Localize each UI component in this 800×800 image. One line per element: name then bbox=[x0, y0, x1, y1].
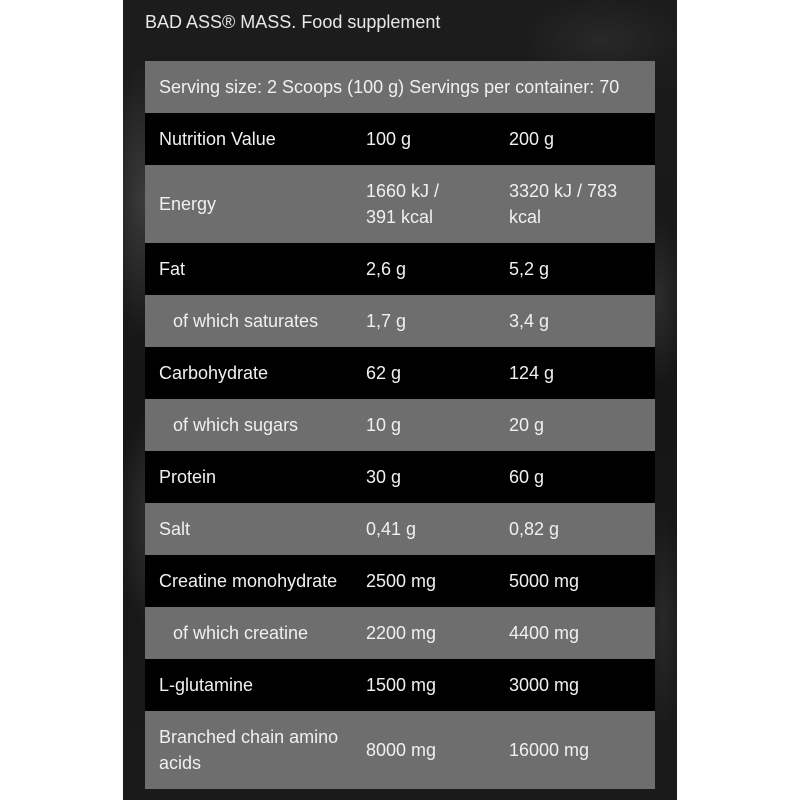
row-label: Fat bbox=[159, 259, 186, 279]
table-row bbox=[145, 451, 655, 503]
value-100g: 10 g bbox=[366, 415, 402, 435]
value-100g: 1500 mg bbox=[366, 675, 437, 695]
value-200g: 124 g bbox=[509, 363, 555, 383]
value-200g: 3,4 g bbox=[509, 311, 550, 331]
value-200g: 20 g bbox=[509, 415, 545, 435]
table-row bbox=[145, 295, 655, 347]
value-100g: 0,41 g bbox=[366, 519, 417, 539]
row-label: L-glutamine bbox=[159, 675, 254, 695]
row-label: Protein bbox=[159, 467, 217, 487]
table-row bbox=[145, 659, 655, 711]
value-200g: 5,2 g bbox=[509, 259, 550, 279]
row-label: of which saturates bbox=[173, 311, 319, 331]
table-row bbox=[145, 555, 655, 607]
table-row bbox=[145, 399, 655, 451]
value-100g: 100 g bbox=[366, 129, 412, 149]
product-title: BAD ASS® MASS. Food supplement bbox=[145, 12, 441, 32]
value-200g: 200 g bbox=[509, 129, 555, 149]
row-label: Salt bbox=[159, 519, 191, 539]
value-100g: 2500 mg bbox=[366, 571, 437, 591]
row-label: Energy bbox=[159, 194, 217, 214]
value-200g: 4400 mg bbox=[509, 623, 580, 643]
row-label: of which sugars bbox=[173, 415, 299, 435]
row-label: Branched chain amino acids bbox=[159, 727, 339, 773]
value-200g: 3320 kJ / 783 kcal bbox=[509, 181, 618, 227]
value-100g: 1,7 g bbox=[366, 311, 407, 331]
row-label: of which creatine bbox=[173, 623, 309, 643]
table-row bbox=[145, 503, 655, 555]
value-200g: 60 g bbox=[509, 467, 545, 487]
nutrition-table bbox=[145, 61, 655, 789]
serving-info: Serving size: 2 Scoops (100 g) Servings per container: 70 bbox=[145, 61, 655, 113]
value-200g: 0,82 g bbox=[509, 519, 560, 539]
row-label: Nutrition Value bbox=[159, 129, 276, 149]
product-panel bbox=[123, 0, 677, 800]
value-200g: 5000 mg bbox=[509, 571, 580, 591]
value-100g: 30 g bbox=[366, 467, 402, 487]
value-100g: 1660 kJ / 391 kcal bbox=[366, 181, 440, 227]
table-row bbox=[145, 711, 655, 789]
table-row bbox=[145, 243, 655, 295]
value-100g: 2200 mg bbox=[366, 623, 437, 643]
value-100g: 62 g bbox=[366, 363, 402, 383]
row-label: Creatine monohydrate bbox=[159, 571, 338, 591]
table-row bbox=[145, 607, 655, 659]
table-row bbox=[145, 113, 655, 165]
value-200g: 3000 mg bbox=[509, 675, 580, 695]
value-100g: 2,6 g bbox=[366, 259, 407, 279]
table-row bbox=[145, 165, 655, 243]
value-100g: 8000 mg bbox=[366, 740, 437, 760]
row-label: Carbohydrate bbox=[159, 363, 269, 383]
table-row bbox=[145, 347, 655, 399]
value-200g: 16000 mg bbox=[509, 740, 590, 760]
